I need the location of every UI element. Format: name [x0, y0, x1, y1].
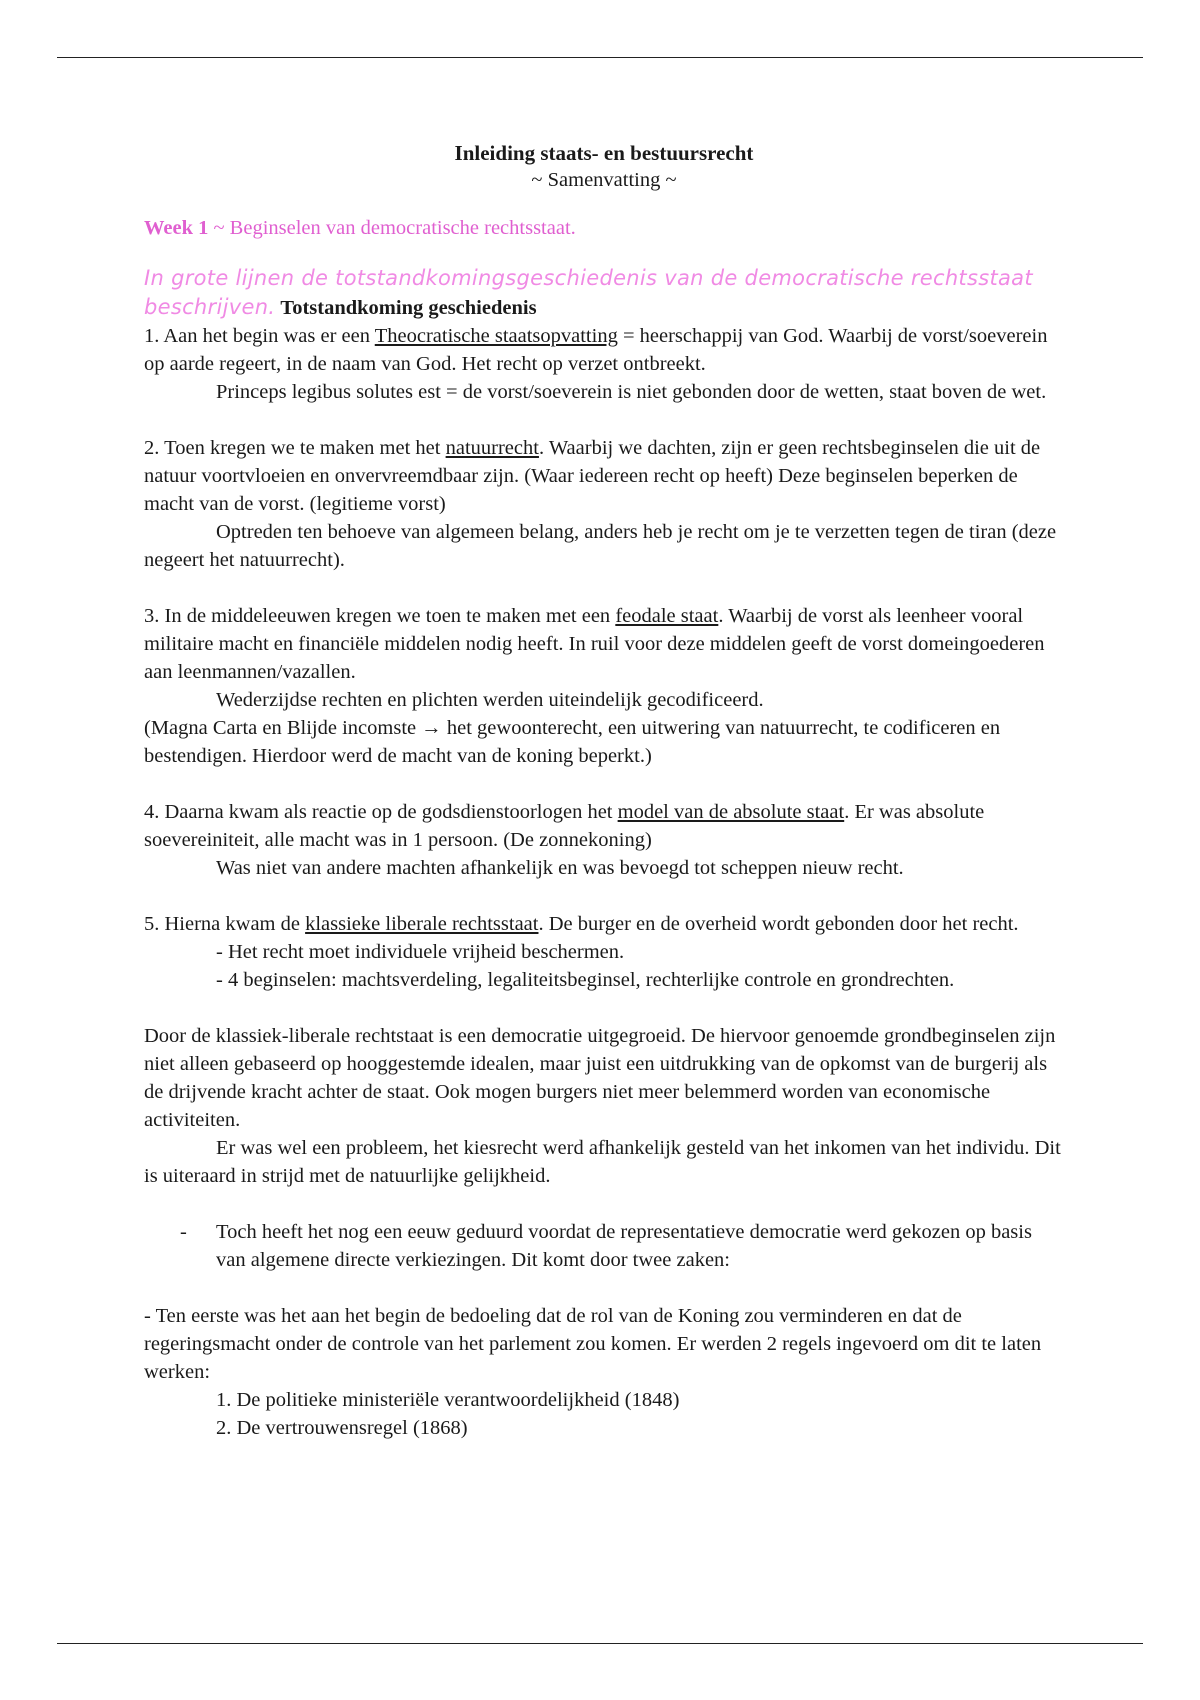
point-5-indent-2: - 4 beginselen: machtsverdeling, legaliteitsbeginsel, rechterlijke controle en grondrechten. [216, 969, 955, 991]
point-3-text: . Waarbij de vorst als leenheer vooral militaire macht en financiële middelen nodig heeft. In ruil voor deze middelen geeft de vorst domeingoederen aan leenmannen/vazallen. [144, 605, 1045, 683]
point-1-prefix: 1. Aan het begin was er een [144, 325, 375, 347]
point-3-prefix: 3. In de middeleeuwen kregen we toen te maken met een [144, 605, 616, 627]
list-item: 2. De vertrouwensregel (1868) [216, 1417, 468, 1439]
week-topic: ~ Beginselen van democratische rechtsstaat. [208, 217, 576, 239]
bottom-rule [57, 1643, 1143, 1644]
document-body [144, 140, 1064, 1442]
democracy-indent: Er was wel een probleem, het kiesrecht werd afhankelijk gesteld van het inkomen van het individu. Dit is uiteraard in strijd met de natuurlijke gelijkheid. [144, 1137, 1061, 1187]
rules-list [144, 1386, 1064, 1442]
point-4-term: model van de absolute staat [617, 801, 845, 823]
list-item: 1. De politieke ministeriële verantwoordelijkheid (1848) [216, 1389, 680, 1411]
point-3-term: feodale staat [615, 605, 719, 627]
democracy-paragraph: Door de klassiek-liberale rechtstaat is een democratie uitgegroeid. De hiervoor genoemde grondbeginselen zijn niet alleen gebaseerd op hooggestemde idealen, maar juist een uitdrukking van de opkomst van de burgerij als de drijvende kracht achter de staat. Ook mogen burgers niet meer belemmerd worden van economische activiteiten. [144, 1025, 1056, 1131]
point-5 [144, 910, 1064, 938]
point-2-text: . Waarbij we dachten, zijn er geen rechtsbeginselen die uit de natuur voortvloeien en onvervreemdbaar zijn. (Waar iedereen recht op heeft) Deze beginselen beperken de macht van de vorst. (legitieme vorst) [144, 437, 1041, 515]
document-title: Inleiding staats- en bestuursrecht [454, 141, 754, 165]
point-1-indent: Princeps legibus solutes est = de vorst/soeverein is niet gebonden door de wetten, staat boven de wet. [216, 381, 1047, 403]
section-title: Totstandkoming geschiedenis [280, 297, 537, 319]
point-3 [144, 602, 1064, 686]
point-1-term: Theocratische staatsopvatting [374, 325, 618, 347]
point-1 [144, 322, 1064, 378]
point-2 [144, 434, 1064, 518]
point-2-term: natuurrecht [445, 437, 539, 459]
week-label: Week 1 [144, 217, 209, 239]
point-4-text: . Er was absolute soevereiniteit, alle macht was in 1 persoon. (De zonnekoning) [144, 801, 985, 851]
first-reason: - Ten eerste was het aan het begin de bedoeling dat de rol van de Koning zou verminderen en dat de regeringsmacht onder de controle van het parlement zou komen. Er werden 2 regels ingevoerd om dit te laten werken: [144, 1305, 1042, 1383]
point-5-indent: - Het recht moet individuele vrijheid beschermen. [216, 941, 625, 963]
point-1-text: = heerschappij van God. Waarbij de vorst/soeverein op aarde regeert, in de naam van God. Het recht op verzet ontbreekt. [144, 325, 1048, 375]
point-2-indent: Optreden ten behoeve van algemeen belang, anders heb je recht om je te verzetten tegen de tiran (deze negeert het natuurrecht). [144, 521, 1057, 571]
point-4-indent: Was niet van andere machten afhankelijk en was bevoegd tot scheppen nieuw recht. [216, 857, 904, 879]
week-heading [144, 214, 1064, 242]
objective-line [144, 264, 1064, 322]
point-5-prefix: 5. Hierna kwam de [144, 913, 306, 935]
document-subtitle: ~ Samenvatting ~ [531, 169, 677, 191]
point-5-term: klassieke liberale rechtsstaat [305, 913, 539, 935]
list-item: - Toch heeft het nog een eeuw geduurd voordat de representatieve democratie werd gekozen op basis van algemene directe verkiezingen. Dit komt door twee zaken: [144, 1218, 1064, 1274]
learning-objective: In grote lijnen de totstandkomingsgeschiedenis van de democratische rechtsstaat beschrijven. [144, 266, 1033, 319]
point-3-extra: (Magna Carta en Blijde incomste → het gewoonterecht, een uitwering van natuurrecht, te codificeren en bestendigen. Hierdoor werd de macht van de koning beperkt.) [144, 717, 1001, 767]
point-5-text: . De burger en de overheid wordt gebonden door het recht. [538, 913, 1019, 935]
dash-list [144, 1218, 1064, 1274]
top-rule [57, 57, 1143, 58]
point-4 [144, 798, 1064, 854]
point-3-indent: Wederzijdse rechten en plichten werden uiteindelijk gecodificeerd. [216, 689, 764, 711]
point-2-prefix: 2. Toen kregen we te maken met het [144, 437, 446, 459]
point-4-prefix: 4. Daarna kwam als reactie op de godsdienstoorlogen het [144, 801, 618, 823]
